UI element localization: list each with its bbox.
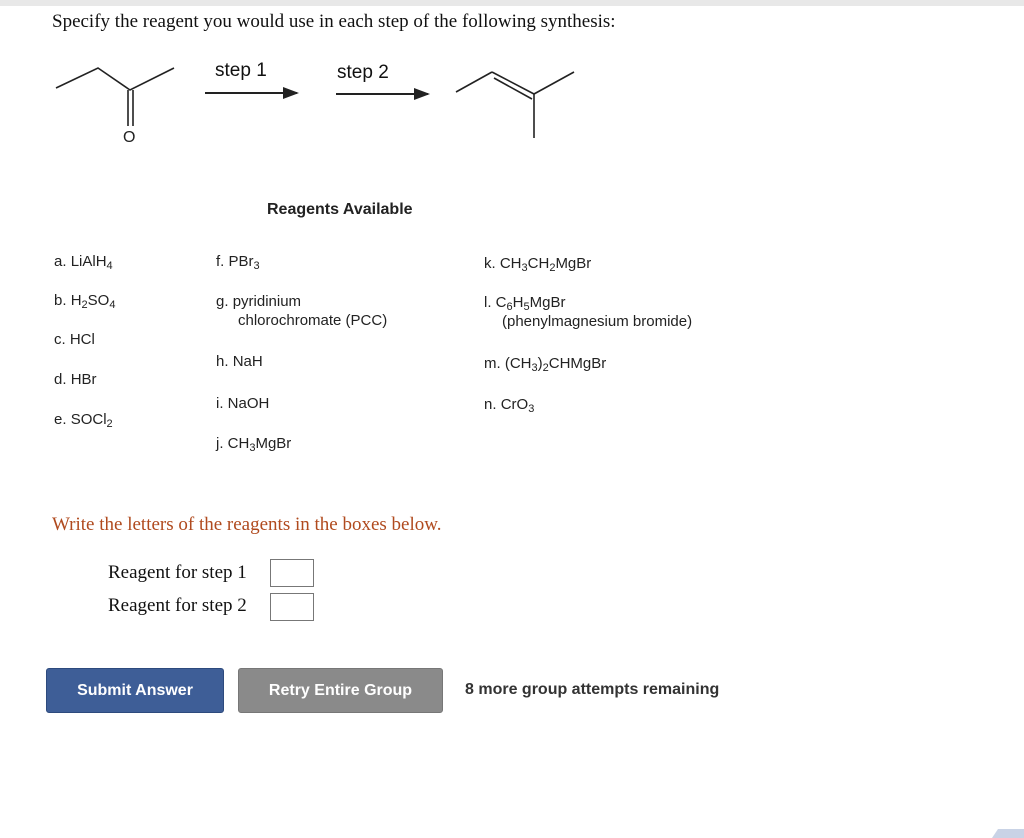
reagent-a: a. LiAlH$_4$ bbox=[54, 253, 113, 272]
reagent-b: b. $H_2SO_4$ bbox=[54, 292, 116, 311]
instruction-text: Write the letters of the reagents in the boxes below. bbox=[52, 514, 442, 535]
step2-arrow bbox=[336, 93, 428, 95]
reagent-g: g. pyridinium chlorochromate (PCC) bbox=[216, 293, 388, 329]
reagent-e: e. SOCl$_2$ bbox=[54, 411, 113, 430]
reagent-l: l. $C_6H_5MgBr$ (phenylmagnesium bromide) bbox=[484, 294, 693, 330]
step1-reagent-input[interactable] bbox=[270, 559, 314, 587]
oxygen-label: O bbox=[123, 129, 136, 146]
corner-decoration bbox=[984, 826, 1024, 838]
product-structure bbox=[450, 62, 585, 144]
step2-reagent-label: Reagent for step 2 bbox=[108, 595, 247, 616]
reagent-j: j. $CH_3MgBr$ bbox=[216, 435, 292, 454]
reagent-m: m. $(CH_3)_2CHMgBr$ bbox=[484, 355, 607, 374]
question-text: Specify the reagent you would use in each step of the following synthesis: bbox=[52, 11, 616, 32]
attempts-remaining-text: 8 more group attempts remaining bbox=[465, 681, 720, 698]
step1-label: step 1 bbox=[215, 60, 267, 81]
reagent-c: c. HCl bbox=[54, 331, 95, 348]
reagent-h: h. NaH bbox=[216, 353, 263, 370]
reagent-n: n. CrO$_3$ bbox=[484, 396, 535, 415]
starting-material-structure bbox=[50, 56, 185, 146]
step2-label: step 2 bbox=[337, 62, 389, 83]
reagents-title: Reagents Available bbox=[267, 201, 413, 218]
step2-reagent-input[interactable] bbox=[270, 593, 314, 621]
submit-answer-button[interactable]: Submit Answer bbox=[46, 668, 224, 713]
step1-reagent-label: Reagent for step 1 bbox=[108, 562, 247, 583]
reagent-i: i. NaOH bbox=[216, 395, 270, 412]
top-bar bbox=[0, 0, 1024, 6]
reagent-d: d. HBr bbox=[54, 371, 97, 388]
step1-arrow bbox=[205, 92, 297, 94]
reagent-f: f. PBr$_3$ bbox=[216, 253, 260, 272]
retry-entire-group-button[interactable]: Retry Entire Group bbox=[238, 668, 443, 713]
reagent-k: k. $CH_3CH_2MgBr$ bbox=[484, 255, 592, 274]
